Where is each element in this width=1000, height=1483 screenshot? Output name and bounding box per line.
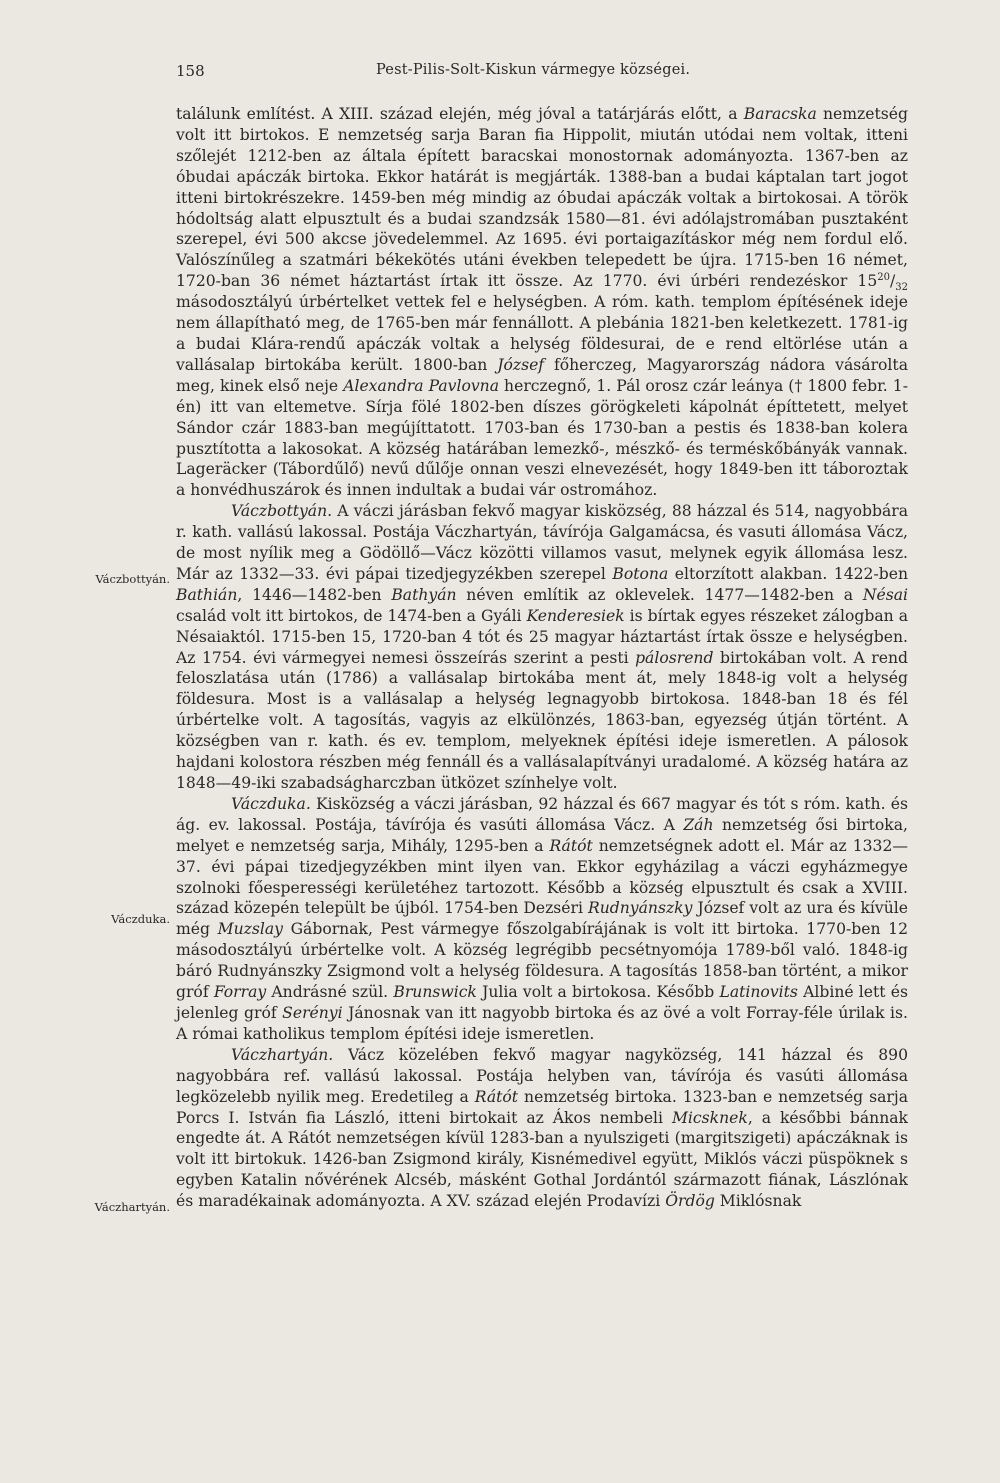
- text-run: Miklósnak: [714, 1192, 802, 1211]
- entry-heading: Váczduka.: [231, 794, 311, 813]
- paragraph-vaczhartyan: [176, 1045, 908, 1212]
- entry-heading: Váczhartyán.: [231, 1045, 334, 1064]
- text-run: József volt az ura és kívüle még: [176, 899, 908, 939]
- italic-name: Kenderesiek: [526, 606, 625, 625]
- body-text: [176, 104, 908, 1212]
- text-run: család volt itt birtokos, de 1474-ben a Gyáli: [176, 606, 527, 625]
- italic-name: Záh: [683, 815, 714, 834]
- italic-name: Bathián: [176, 585, 238, 604]
- text-run: Albiné lett és jelenleg gróf: [176, 983, 909, 1022]
- text-run: Jánosnak van itt nagyobb birtoka és az övé a volt Forray-féle úrilak is. A római katholikus templom építési ideje ismeretlen.: [176, 1003, 909, 1043]
- italic-name: Alexandra Pavlovna: [343, 376, 500, 395]
- italic-name: Ördög: [665, 1192, 715, 1211]
- text-run: nemzetség ősi birtoka, melyet e nemzetség sarja, Mihály, 1295-ben a: [176, 815, 908, 855]
- text-run: eltorzított alakban. 1422-ben: [668, 564, 908, 583]
- fraction-slash: /: [890, 272, 896, 291]
- italic-name: Nésai: [862, 585, 909, 604]
- fraction-denominator: 32: [895, 282, 908, 294]
- running-title: Pest-Pilis-Solt-Kiskun vármegye községei.: [376, 62, 691, 78]
- text-run: nemzetségnek adott el. Már az 1332—37. évi pápai tizedjegyzékben mint ilyen van. Ekkor egyházilag a váczi egyházmegye szolnoki főesperességi kerületéhez tartozott. Később a község elpusztult és csak a XVIII. század közepén települt be újból. 1754-ben Dezséri: [176, 836, 908, 918]
- text-run: A váczi járásban fekvő magyar kisközség, 88 házzal és 514, nagyobbára r. kath. vallású lakossal. Postája Váczhartyán, távírója Galgamácsa, és vasuti állomása Vácz, de most nyílik meg a Gödöllő—Vácz közötti villamos vasut, melynek egyik állomása lesz. Már az 1332—33. évi pápai tizedjegyzékben szerepel: [176, 502, 908, 583]
- italic-name: Brunswick: [393, 983, 477, 1002]
- italic-name: Botona: [612, 564, 669, 583]
- italic-name: Serényi: [282, 1003, 343, 1022]
- italic-name: pálosrend: [635, 648, 714, 667]
- italic-name: Forray: [213, 983, 267, 1002]
- italic-name: Rudnyánszky: [588, 899, 693, 918]
- text-run: birtokában volt. A rend feloszlatása után (1786) a vallásalap birtokába ment át, mely 1848-ig volt a helység földesura. Most is a vallásalap a helység legnagyobb birtokosa. 1848-ban 18 és fél úrbértelke volt. A tagosítás, vagyis az elkülönzés, 1863-ban, egyezség útján történt. A községben van r. kath. és ev. templom, melyeknek építési ideje ismeretlen. A pálosok hajdani kolostora részben még fennáll és a vallásalapítványi uradalomé. A község határa az 1848—49-iki szabadságharczban ütközet színhelye volt.: [176, 648, 908, 792]
- margin-note-vaczhartyan: Váczhartyán.: [94, 1200, 170, 1214]
- paragraph-vaczbottyan: [176, 501, 908, 794]
- italic-name: Muzslay: [217, 920, 283, 939]
- text-run: főherczeg, Magyarország nádora vásárolta meg, kinek első neje: [176, 355, 908, 395]
- text-run: Andrásné szül.: [266, 983, 394, 1002]
- text-run: nemzetség birtoka. 1323-ban e nemzetség sarja Porcs I. István fia László, itteni birtokait az Ákos nembeli: [176, 1087, 909, 1127]
- page-number: 158: [176, 62, 205, 80]
- text-run: , 1446—1482-ben: [237, 585, 392, 604]
- text-run: Vácz közelében fekvő magyar nagyközség, 141 házzal és 890 nagyobbára ref. vallású lakossal. Postája helyben van, távírója és vasúti állomása legközelebb nyilik meg. Eredetileg a: [176, 1045, 908, 1106]
- text-run: Gábornak, Pest vármegye főszolgabírájának is volt itt birtoka. 1770-ben 12 másodosztályú úrbértelke volt. A község legrégibb pecsétnyomója 1789-ből való. 1848-ig báró Rudnyánszky Zsigmond volt a helység földesura. A tagosítás 1858-ban történt, a mikor gróf: [176, 920, 908, 1002]
- text-run: Kisközség a váczi járásban, 92 házzal és 667 magyar és tót s róm. kath. és ág. ev. lakossal. Postája, távírója és vasúti állomása Vácz. A: [176, 794, 908, 834]
- italic-name: Latinovits: [719, 983, 798, 1002]
- italic-name: Baracska: [743, 105, 817, 123]
- page-header: [176, 62, 906, 86]
- entry-heading: Váczbottyán.: [231, 502, 333, 521]
- margin-note-vaczduka: Váczduka.: [111, 912, 170, 926]
- margin-note-vaczbottyan: Váczbottyán.: [95, 572, 170, 586]
- text-run: találunk említést. A XIII. század elején, még jóval a tatárjárás előtt, a: [176, 105, 744, 123]
- text-run: másodosztályú úrbértelket vettek fel e helységben. A róm. kath. templom építésének ideje nem állapítható meg, de 1765-ben már fennállott. A plebánia 1821-ben keletkezett. 1781-ig a budai Klára-rendű apáczák voltak a helység földesurai, de e rend eltörlése után a vallásalap birtokába került. 1800-ban: [176, 293, 908, 374]
- text-run: herczegnő, 1. Pál orosz czár leánya († 1800 febr. 1-én) itt van eltemetve. Sírja fölé 1802-ben díszes görögkeleti kápolnát építtetett, melyet Sándor czár 1883-ban megújíttatott. 1703-ban és 1730-ban a pestis és 1838-ban kolera pusztította a lakosokat. A község határában lemezkő-, mészkő- és terméskőbányák vannak. Lageräcker (Tábordűlő) nevű dűlője onnan veszi elnevezését, hogy 1849-ben itt táboroztak a honvédhuszárok és innen indultak a budai vár ostromához.: [176, 376, 908, 500]
- text-run: Julia volt a birtokosa. Később: [476, 983, 720, 1002]
- text-run: nemzetség volt itt birtokos. E nemzetség sarja Baran fia Hippolit, miután utódai nem voltak, itteni szőlejét 1212-ben az általa épített baracskai monostornak adományozta. 1367-ben az óbudai apáczák birtoka. Ekkor határát is megjárták. 1388-ban a budai káptalan tart jogot itteni birtokrészekre. 1459-ben még mindig az óbudai apáczák voltak a birtokosai. A török hódoltság alatt elpusztult és a budai szandzsák 1580—81. évi adólajstromában pusztaként szerepel, évi 500 akcse jövedelemmel. Az 1695. évi portaigazításkor még nem fordul elő. Valószínűleg a szatmári békekötés utáni években telepedett be újra. 1715-ben 16 német, 1720-ban 36 német háztartást írtak itt össze. Az 1770. évi úrbéri rendezéskor 15: [176, 105, 908, 291]
- italic-name: József: [497, 355, 545, 374]
- paragraph-vaczduka: [176, 794, 908, 1045]
- fraction-numerator: 20: [877, 272, 890, 284]
- italic-name: Micsknek: [671, 1108, 748, 1127]
- italic-name: Rátót: [549, 836, 593, 855]
- text-run: , a későbbi bánnak engedte át. A Rátót nemzetségen kívül 1283-ban a nyulszigeti (margitszigeti) apáczáknak is volt itt birtokuk. 1426-ban Zsigmond király, Kisnémedivel együtt, Miklós váczi püspöknek s egyben Katalin nővérének Alcséb, másként Gothal Jordántól származott fiának, Lászlónak és maradékainak adományozta. A XV. század elején Prodavízi: [176, 1108, 908, 1211]
- paragraph-baracska: [176, 104, 908, 501]
- text-run: is bírtak egyes részeket zálogban a Nésaiaktól. 1715-ben 15, 1720-ban 4 tót és 25 magyar háztartást írtak össze e helységben. Az 1754. évi vármegyei nemesi összeírás szerint a pesti: [176, 606, 908, 667]
- italic-name: Rátót: [474, 1087, 519, 1106]
- italic-name: Bathyán: [391, 585, 457, 604]
- text-run: néven említik az oklevelek. 1477—1482-ben a: [456, 585, 863, 604]
